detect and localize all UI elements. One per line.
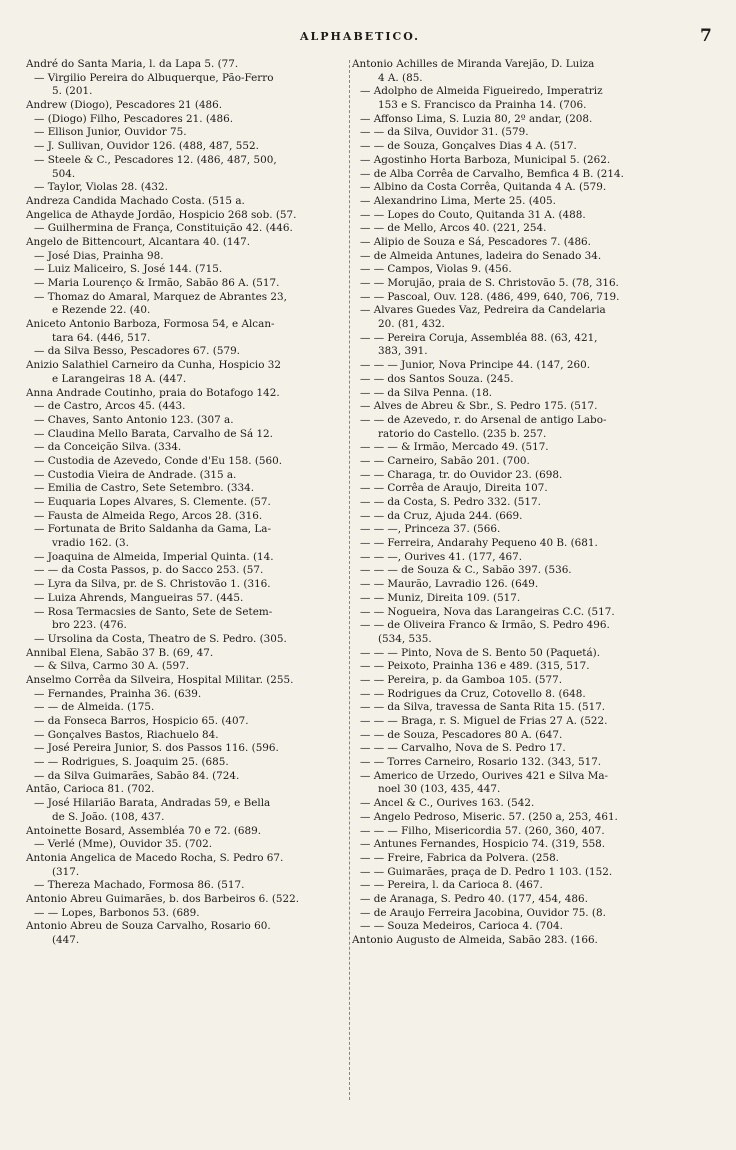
directory-entry: — Custodia Vieira de Andrade. (315 a. — [34, 468, 237, 481]
directory-entry: — Taylor, Violas 28. (432. — [34, 181, 168, 194]
directory-entry: — Ursolina da Costa, Theatro de S. Pedro. (305. — [34, 632, 287, 645]
directory-entry: — — — Junior, Nova Principe 44. (147, 260. — [360, 359, 591, 372]
directory-entry: Anizio Salathiel Carneiro da Cunha, Hospicio 32 — [26, 359, 281, 372]
directory-entry: — — — Pinto, Nova de S. Bento 50 (Paquetá). — [360, 646, 601, 659]
directory-entry: (447. — [52, 934, 80, 946]
directory-entry: — — Lopes, Barbonos 53. (689. — [34, 906, 200, 919]
directory-entry: — — Pereira, p. da Gamboa 105. (577. — [360, 673, 563, 686]
directory-entry: — de Araujo Ferreira Jacobina, Ouvidor 75. (8. — [360, 906, 606, 919]
directory-entry: — Antunes Fernandes, Hospicio 74. (319, 558. — [360, 838, 606, 851]
directory-entry: de S. João. (108, 437. — [52, 810, 165, 823]
directory-entry: Anselmo Corrêa da Silveira, Hospital Militar. (255. — [26, 673, 294, 686]
directory-entry: 5. (201. — [52, 85, 93, 98]
directory-entry: — Luiz Maliceiro, S. José 144. (715. — [34, 263, 223, 276]
directory-entry: — — Peixoto, Prainha 136 e 489. (315, 517. — [360, 660, 590, 673]
directory-entry: — Albino da Costa Corrêa, Quitanda 4 A. (579. — [360, 181, 607, 194]
directory-entry: — Angelo Pedroso, Miseric. 57. (250 a, 253, 461. — [360, 810, 618, 823]
directory-entry: — Fortunata de Brito Saldanha da Gama, La- — [34, 523, 272, 536]
directory-entry: — — Carneiro, Sabão 201. (700. — [360, 454, 530, 467]
directory-entry: Angelo de Bittencourt, Alcantara 40. (147. — [26, 235, 251, 248]
directory-entry: — — da Silva, Ouvidor 31. (579. — [360, 126, 529, 139]
directory-entry: — Gonçalves Bastos, Riachuelo 84. — [34, 728, 219, 741]
directory-entry: — de Aranaga, S. Pedro 40. (177, 454, 486. — [360, 892, 588, 905]
directory-entry: — da Fonseca Barros, Hospicio 65. (407. — [34, 715, 249, 727]
directory-entry: — Custodia de Azevedo, Conde d'Eu 158. (560. — [34, 454, 283, 467]
directory-entry: — — da Cruz, Ajuda 244. (669. — [360, 509, 523, 522]
directory-entry: Antoinette Bosard, Assembléa 70 e 72. (689. — [26, 824, 262, 837]
directory-entry: — — Muniz, Direita 109. (517. — [360, 591, 521, 604]
directory-entry: Andrew (Diogo), Pescadores 21 (486. — [26, 99, 223, 112]
directory-entry: — J. Sullivan, Ouvidor 126. (488, 487, 552. — [34, 140, 259, 153]
directory-entry: Aniceto Antonio Barboza, Formosa 54, e Alcan- — [26, 318, 275, 331]
directory-entry: — Fausta de Almeida Rego, Arcos 28. (316. — [34, 509, 263, 522]
directory-entry: — — Pereira Coruja, Assembléa 88. (63, 421, — [360, 331, 598, 344]
directory-entry: — — Freire, Fabrica da Polvera. (258. — [360, 851, 559, 864]
directory-entry: Antão, Carioca 81. (702. — [26, 783, 155, 796]
directory-entry: — Thereza Machado, Formosa 86. (517. — [34, 879, 245, 892]
directory-entry: — da Conceição Silva. (334. — [34, 441, 182, 454]
directory-entry: — — Torres Carneiro, Rosario 132. (343, 517. — [360, 756, 602, 769]
directory-entry: — Thomaz do Amaral, Marquez de Abrantes 23, — [34, 290, 287, 303]
directory-entry: tara 64. (446, 517. — [52, 331, 151, 344]
directory-entry: — — Campos, Violas 9. (456. — [360, 263, 512, 276]
directory-entry: ratorio do Castello. (235 b. 257. — [378, 427, 547, 440]
directory-entry: — — Lopes do Couto, Quitanda 31 A. (488. — [360, 208, 586, 221]
directory-entry: — de Alba Corrêa de Carvalho, Bemfica 4 B. (214. — [360, 167, 624, 180]
directory-entry: Antonio Abreu de Souza Carvalho, Rosario 60. — [26, 920, 271, 933]
directory-entry: — Emilia de Castro, Sete Setembro. (334. — [34, 482, 255, 495]
directory-entry: — — — Braga, r. S. Miguel de Frias 27 A. (522. — [360, 715, 608, 727]
directory-entry: — Claudina Mello Barata, Carvalho de Sá 12. — [34, 427, 273, 440]
directory-entry: — Chaves, Santo Antonio 123. (307 a. — [34, 413, 234, 426]
directory-entry: noel 30 (103, 435, 447. — [378, 783, 501, 796]
directory-entry: — Verlé (Mme), Ouvidor 35. (702. — [34, 838, 213, 851]
directory-entry: — — Rodrigues da Cruz, Cotovello 8. (648. — [360, 687, 586, 700]
directory-entry: 153 e S. Francisco da Prainha 14. (706. — [378, 99, 587, 112]
directory-entry: — — Nogueira, Nova das Larangeiras C.C. (517. — [360, 605, 615, 618]
directory-entry: — José Hilarião Barata, Andradas 59, e Bella — [34, 797, 271, 810]
directory-entry: — — dos Santos Souza. (245. — [360, 372, 514, 385]
directory-entry: — — da Silva Penna. (18. — [360, 386, 493, 399]
directory-entry: — — de Souza, Gonçalves Dias 4 A. (517. — [360, 140, 577, 153]
directory-entry: — & Silva, Carmo 30 A. (597. — [34, 660, 190, 673]
directory-entry: — — — de Souza & C., Sabão 397. (536. — [360, 564, 572, 577]
directory-entry: — — —, Princeza 37. (566. — [360, 523, 501, 536]
directory-entry: — Rosa Termacsies de Santo, Sete de Setem- — [34, 605, 273, 618]
directory-entry: (317. — [52, 865, 80, 878]
directory-entry: — — de Mello, Arcos 40. (221, 254. — [360, 222, 547, 235]
directory-entry: Antonio Achilles de Miranda Varejão, D. Luiza — [352, 58, 595, 70]
directory-entry: — — Maurão, Lavradio 126. (649. — [360, 578, 539, 591]
directory-entry: — — da Costa, S. Pedro 332. (517. — [360, 496, 541, 508]
directory-entry: — — Pereira, l. da Carioca 8. (467. — [360, 879, 543, 892]
directory-entry: — Ancel & C., Ourives 163. (542. — [360, 797, 535, 810]
directory-entry: — Steele & C., Pescadores 12. (486, 487, 500, — [34, 153, 277, 166]
left-column — [26, 58, 362, 1108]
directory-entry: vradio 162. (3. — [52, 537, 129, 550]
directory-entry: — da Silva Besso, Pescadores 67. (579. — [34, 345, 240, 358]
directory-entry: — Alves de Abreu & Sbr., S. Pedro 175. (517. — [360, 400, 598, 413]
directory-entry: 383, 391. — [378, 345, 428, 358]
directory-entry: e Larangeiras 18 A. (447. — [52, 372, 187, 385]
directory-entry: — Fernandes, Prainha 36. (639. — [34, 687, 202, 700]
directory-entry: Annibal Elena, Sabão 37 B. (69, 47. — [26, 646, 214, 659]
directory-entry: (534, 535. — [378, 632, 432, 645]
directory-entry: — — — & Irmão, Mercado 49. (517. — [360, 441, 549, 454]
directory-entry: — Joaquina de Almeida, Imperial Quinta. (14. — [34, 550, 274, 563]
directory-entry: — Agostinho Horta Barboza, Municipal 5. (262. — [360, 153, 611, 166]
directory-entry: 4 A. (85. — [378, 71, 423, 84]
directory-entry: — — — Filho, Misericordia 57. (260, 360, 407. — [360, 824, 605, 837]
directory-entry: Angelica de Athayde Jordão, Hospicio 268 sob. (57. — [26, 208, 297, 221]
directory-entry: — — de Almeida. (175. — [34, 701, 155, 714]
directory-entry: — — de Oliveira Franco & Irmão, S. Pedro 496. — [360, 619, 610, 632]
directory-entry: — Virgilio Pereira do Albuquerque, Pão-Ferro — [34, 71, 274, 84]
directory-entry: Anna Andrade Coutinho, praia do Botafogo 142. — [26, 386, 280, 399]
directory-entry: — Luiza Ahrends, Mangueiras 57. (445. — [34, 591, 244, 604]
directory-entry: — Lyra da Silva, pr. de S. Christovão 1. (316. — [34, 578, 271, 591]
directory-entry: — Americo de Urzedo, Ourives 421 e Silva Ma- — [360, 769, 609, 782]
directory-entry: — Adolpho de Almeida Figueiredo, Imperatriz — [360, 85, 603, 98]
directory-entry: Andreza Candida Machado Costa. (515 a. — [26, 194, 245, 207]
directory-entry: — José Pereira Junior, S. dos Passos 116. (596. — [34, 742, 279, 755]
directory-entry: e Rezende 22. (40. — [52, 304, 151, 317]
directory-entry: 504. — [52, 167, 76, 180]
directory-entry: — — Guimarães, praça de D. Pedro 1 103. (152. — [360, 865, 613, 878]
directory-entry: André do Santa Maria, l. da Lapa 5. (77. — [26, 58, 239, 70]
directory-entry: Antonia Angelica de Macedo Rocha, S. Pedro 67. — [26, 851, 284, 864]
right-column — [352, 58, 692, 1108]
directory-entry: — da Silva Guimarães, Sabão 84. (724. — [34, 769, 240, 782]
directory-entry: — — — Carvalho, Nova de S. Pedro 17. — [360, 742, 566, 755]
page-title: ALPHABETICO. — [300, 30, 421, 43]
directory-entry: — Euquaria Lopes Alvares, S. Clemente. (57. — [34, 496, 271, 508]
directory-entry: — Alexandrino Lima, Merte 25. (405. — [360, 194, 556, 207]
directory-entry: — de Almeida Antunes, ladeira do Senado 34. — [360, 249, 602, 262]
directory-entry: — — da Silva, travessa de Santa Rita 15. (517. — [360, 701, 606, 714]
directory-entry: — Alvares Guedes Vaz, Pedreira da Candelaria — [360, 304, 606, 317]
directory-entry: — Maria Lourenço & Irmão, Sabão 86 A. (517. — [34, 277, 280, 289]
directory-entry: Antonio Abreu Guimarães, b. dos Barbeiros 6. (522. — [26, 892, 300, 905]
directory-entry: — — Morujão, praia de S. Christovão 5. (78, 316. — [360, 277, 619, 289]
page-number: 7 — [700, 26, 712, 46]
directory-entry: 20. (81, 432. — [378, 318, 445, 331]
directory-entry: — Affonso Lima, S. Luzia 80, 2º andar, (208. — [360, 112, 593, 125]
directory-entry: — de Castro, Arcos 45. (443. — [34, 400, 186, 413]
directory-entry: Antonio Augusto de Almeida, Sabão 283. (166. — [352, 934, 598, 946]
directory-entry: — Alipio de Souza e Sá, Pescadores 7. (486. — [360, 235, 591, 248]
directory-entry: — — Ferreira, Andarahy Pequeno 40 B. (681. — [360, 537, 598, 550]
directory-entry: — — Corrêa de Araujo, Direita 107. — [360, 482, 548, 495]
directory-entry: — — Pascoal, Ouv. 128. (486, 499, 640, 706, 719. — [360, 290, 620, 303]
directory-entry: — — Souza Medeiros, Carioca 4. (704. — [360, 920, 563, 933]
directory-entry: — — da Costa Passos, p. do Sacco 253. (57. — [34, 564, 264, 577]
directory-entry: — — —, Ourives 41. (177, 467. — [360, 550, 522, 563]
directory-entry: — — de Azevedo, r. do Arsenal de antigo Labo- — [360, 413, 607, 426]
directory-entry: — — Charaga, tr. do Ouvidor 23. (698. — [360, 468, 563, 481]
directory-entry: — — de Souza, Pescadores 80 A. (647. — [360, 728, 563, 741]
directory-entry: — José Dias, Prainha 98. — [34, 249, 164, 262]
directory-entry: — — Rodrigues, S. Joaquim 25. (685. — [34, 756, 229, 769]
page-header — [0, 28, 736, 50]
directory-entry: — Ellison Junior, Ouvidor 75. — [34, 126, 187, 139]
directory-entry: bro 223. (476. — [52, 619, 127, 632]
directory-entry: — Guilhermina de França, Constituição 42. (446. — [34, 222, 293, 235]
directory-entry: — (Diogo) Filho, Pescadores 21. (486. — [34, 112, 234, 125]
